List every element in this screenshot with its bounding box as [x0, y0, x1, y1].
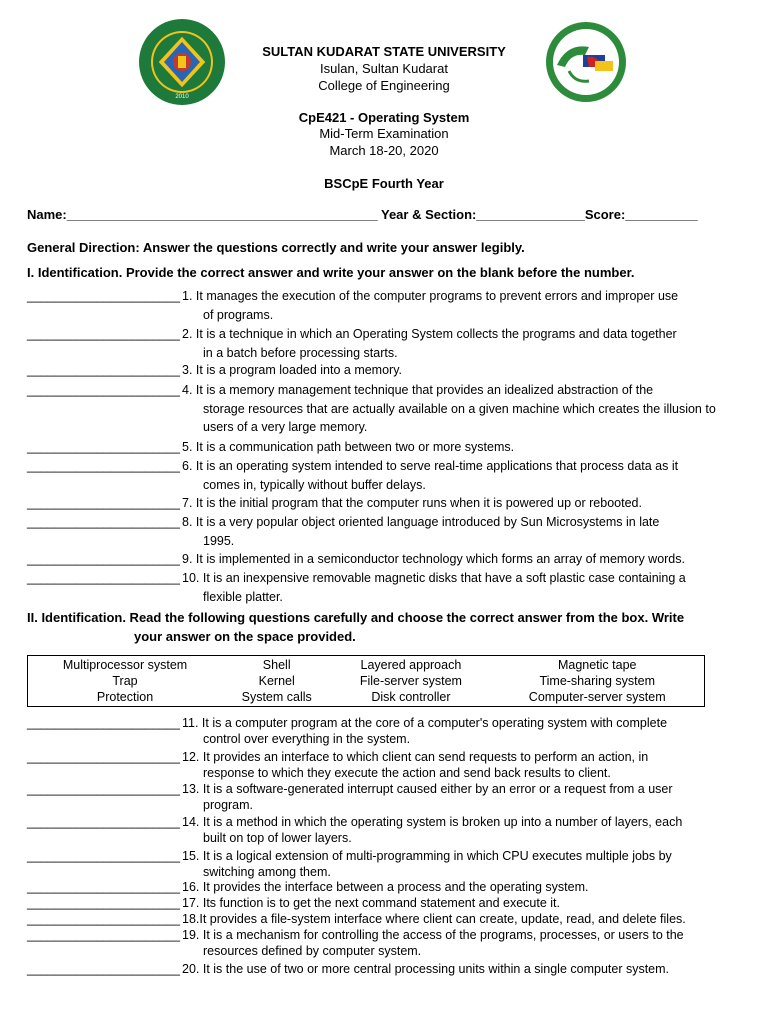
choice-cell: Computer-server system: [528, 690, 666, 704]
general-direction: General Direction: Answer the questions correctly and write your answer legibly.: [27, 240, 525, 255]
choice-cell: Magnetic tape: [557, 658, 637, 672]
exam-date: March 18-20, 2020: [329, 143, 439, 158]
question-item: [27, 381, 747, 437]
question-text-continued: built on top of lower layers.: [203, 830, 352, 845]
answer-blank[interactable]: ______________________: [27, 327, 180, 341]
question-text-continued: resources defined by computer system.: [203, 943, 422, 958]
question-text: 20. It is the use of two or more central processing units within a single computer system.: [182, 962, 670, 976]
question-text-continued: storage resources that are actually available on a given machine which creates the illusion to users of a very large memory.: [203, 401, 716, 434]
question-text: 13. It is a software-generated interrupt caused either by an error or a request from a user: [182, 782, 673, 796]
answer-blank[interactable]: ______________________: [27, 289, 180, 303]
choice-cell: Kernel: [258, 674, 295, 688]
answer-blank[interactable]: ______________________: [27, 849, 180, 863]
question-text: 16. It provides the interface between a process and the operating system.: [182, 880, 589, 894]
question-item: [27, 287, 747, 324]
university-location: Isulan, Sultan Kudarat: [320, 61, 448, 76]
question-text-continued: of programs.: [203, 307, 274, 322]
question-text: 2. It is a technique in which an Operating System collects the programs and data together: [182, 327, 677, 341]
choice-cell: Shell: [262, 658, 291, 672]
question-text-continued: comes in, typically without buffer delays.: [203, 477, 426, 492]
question-text: 10. It is an inexpensive removable magnetic disks that have a soft plastic case containing a: [182, 571, 686, 585]
question-item: [27, 550, 747, 569]
answer-blank[interactable]: ______________________: [27, 363, 180, 377]
part2-instruction-line2: your answer on the space provided.: [134, 629, 356, 644]
question-text: 6. It is an operating system intended to serve real-time applications that process data as it: [182, 459, 679, 473]
question-text-continued: in a batch before processing starts.: [203, 345, 398, 360]
choice-cell: Disk controller: [371, 690, 451, 704]
answer-blank[interactable]: ______________________: [27, 571, 180, 585]
answer-blank[interactable]: ______________________: [27, 912, 180, 926]
question-text: 9. It is implemented in a semiconductor technology which forms an array of memory words.: [182, 552, 685, 566]
choice-cell: Trap: [112, 674, 138, 688]
question-text: 7. It is the initial program that the computer runs when it is powered up or rebooted.: [182, 496, 642, 510]
question-text: 12. It provides an interface to which client can send requests to perform an action, in: [182, 750, 649, 764]
choice-cell: System calls: [241, 690, 312, 704]
answer-blank[interactable]: ______________________: [27, 880, 180, 894]
answer-blank[interactable]: ______________________: [27, 896, 180, 910]
question-text-continued: switching among them.: [203, 864, 331, 879]
question-text: 4. It is a memory management technique that provides an idealized abstraction of the: [182, 383, 654, 397]
exam-title: Mid-Term Examination: [319, 126, 449, 141]
choices-row: [28, 673, 705, 689]
question-item: [27, 569, 747, 606]
question-text: 11. It is a computer program at the core of a computer's operating system with complete: [182, 716, 668, 730]
part1-instruction: I. Identification. Provide the correct answer and write your answer on the blank before the number.: [27, 265, 635, 280]
answer-blank[interactable]: ______________________: [27, 782, 180, 796]
year-level: BSCpE Fourth Year: [324, 176, 444, 191]
question-text: 15. It is a logical extension of multi-programming in which CPU executes multiple jobs by: [182, 849, 672, 863]
university-name: SULTAN KUDARAT STATE UNIVERSITY: [262, 44, 506, 59]
question-item: [27, 513, 747, 550]
part2-instruction-line1: II. Identification. Read the following questions carefully and choose the correct answer from the box. Write: [27, 610, 685, 625]
question-text-continued: flexible platter.: [203, 589, 283, 604]
answer-blank[interactable]: ______________________: [27, 383, 180, 397]
answer-blank[interactable]: ______________________: [27, 928, 180, 942]
answer-blank[interactable]: ______________________: [27, 440, 180, 454]
answer-blank[interactable]: ______________________: [27, 750, 180, 764]
question-text: 3. It is a program loaded into a memory.: [182, 363, 403, 377]
question-text-continued: control over everything in the system.: [203, 731, 411, 746]
question-item: [27, 438, 747, 457]
question-item: [27, 457, 747, 494]
question-text: 17. Its function is to get the next command statement and execute it.: [182, 896, 560, 910]
answer-blank[interactable]: ______________________: [27, 962, 180, 976]
choices-row: [28, 656, 705, 674]
choice-cell: Protection: [96, 690, 154, 704]
choice-cell: Multiprocessor system: [62, 658, 188, 672]
choice-cell: File-server system: [359, 674, 462, 688]
choices-row: [28, 689, 705, 707]
question-text: 1. It manages the execution of the computer programs to prevent errors and improper use: [182, 289, 679, 303]
answer-blank[interactable]: ______________________: [27, 515, 180, 529]
answer-blank[interactable]: ______________________: [27, 815, 180, 829]
question-text: 18.It provides a file-system interface where client can create, update, read, and delete files.: [182, 912, 686, 926]
answer-blank[interactable]: ______________________: [27, 496, 180, 510]
course-title: CpE421 - Operating System: [298, 110, 470, 125]
choice-cell: Time-sharing system: [539, 674, 655, 688]
question-text-continued: 1995.: [203, 533, 235, 548]
question-text-continued: program.: [203, 797, 254, 812]
seal-year: 2010: [175, 94, 189, 100]
question-text: 5. It is a communication path between two or more systems.: [182, 440, 515, 454]
choice-cell: Layered approach: [360, 658, 462, 672]
question-item: [27, 325, 747, 362]
answer-blank[interactable]: ______________________: [27, 716, 180, 730]
question-text: 8. It is a very popular object oriented language introduced by Sun Microsystems in late: [182, 515, 660, 529]
answer-blank[interactable]: ______________________: [27, 459, 180, 473]
student-info-line[interactable]: Name:___________________________________________ Year & Section:_______________Score:__________: [27, 207, 698, 222]
answer-choices-box: [27, 655, 705, 707]
question-text: 19. It is a mechanism for controlling the access of the programs, processes, or users to the: [182, 928, 684, 942]
answer-blank[interactable]: ______________________: [27, 552, 180, 566]
college-name: College of Engineering: [318, 78, 450, 93]
question-item: [27, 361, 747, 380]
question-text: 14. It is a method in which the operating system is broken up into a number of layers, each: [182, 815, 683, 829]
question-item: [27, 494, 747, 513]
question-text-continued: response to which they execute the action and send back results to client.: [203, 765, 611, 780]
